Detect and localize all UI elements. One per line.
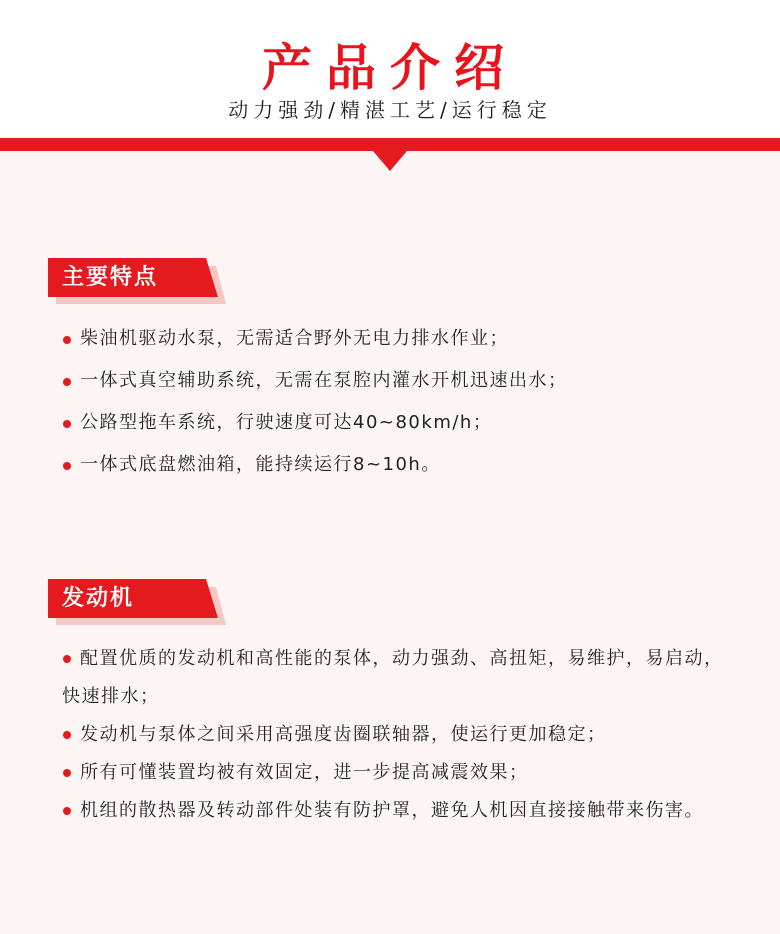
- feature-list: [62, 326, 742, 494]
- list-item-text: 发动机与泵体之间采用高强度齿圈联轴器，使运行更加稳定；: [80, 724, 607, 745]
- list-item: [62, 716, 724, 754]
- bullet-dot-icon: [63, 420, 71, 428]
- list-item-text: 一体式真空辅助系统，无需在泵腔内灌水开机迅速出水；: [80, 370, 568, 391]
- list-item-text: 一体式底盘燃油箱，能持续运行8~10h。: [80, 454, 441, 475]
- list-item: [62, 410, 742, 436]
- page-header: [0, 0, 780, 140]
- bullet-dot-icon: [63, 769, 71, 777]
- page-subtitle: 动力强劲/精湛工艺/运行稳定: [228, 98, 552, 122]
- header-divider-notch: [0, 138, 780, 178]
- list-item-text: 所有可懂装置均被有效固定，进一步提高减震效果；: [80, 762, 529, 783]
- bullet-dot-icon: [63, 462, 71, 470]
- list-item: [62, 452, 742, 478]
- bullet-dot-icon: [63, 336, 71, 344]
- list-item-text: 机组的散热器及转动部件处装有防护罩，避免人机因直接接触带来伤害。: [80, 800, 704, 821]
- section-tag-engine: [48, 579, 228, 627]
- bullet-dot-icon: [63, 655, 71, 663]
- list-item-text: 配置优质的发动机和高性能的泵体，动力强劲、高扭矩，易维护，易启动，快速排水；: [62, 648, 724, 707]
- list-item: [62, 640, 724, 716]
- list-item: [62, 368, 742, 394]
- bullet-dot-icon: [63, 378, 71, 386]
- section-title: 主要特点: [62, 265, 159, 290]
- section-title: 发动机: [62, 586, 135, 611]
- bullet-dot-icon: [63, 807, 71, 815]
- list-item-text: 公路型拖车系统，行驶速度可达40~80km/h；: [80, 412, 493, 433]
- section-tag-features: [48, 258, 228, 306]
- page-title: 产品介绍: [262, 39, 518, 97]
- list-item: [62, 754, 724, 792]
- list-item-text: 柴油机驱动水泵，无需适合野外无电力排水作业；: [80, 328, 509, 349]
- engine-list: [62, 640, 724, 830]
- list-item: [62, 326, 742, 352]
- list-item: [62, 792, 724, 830]
- bullet-dot-icon: [63, 731, 71, 739]
